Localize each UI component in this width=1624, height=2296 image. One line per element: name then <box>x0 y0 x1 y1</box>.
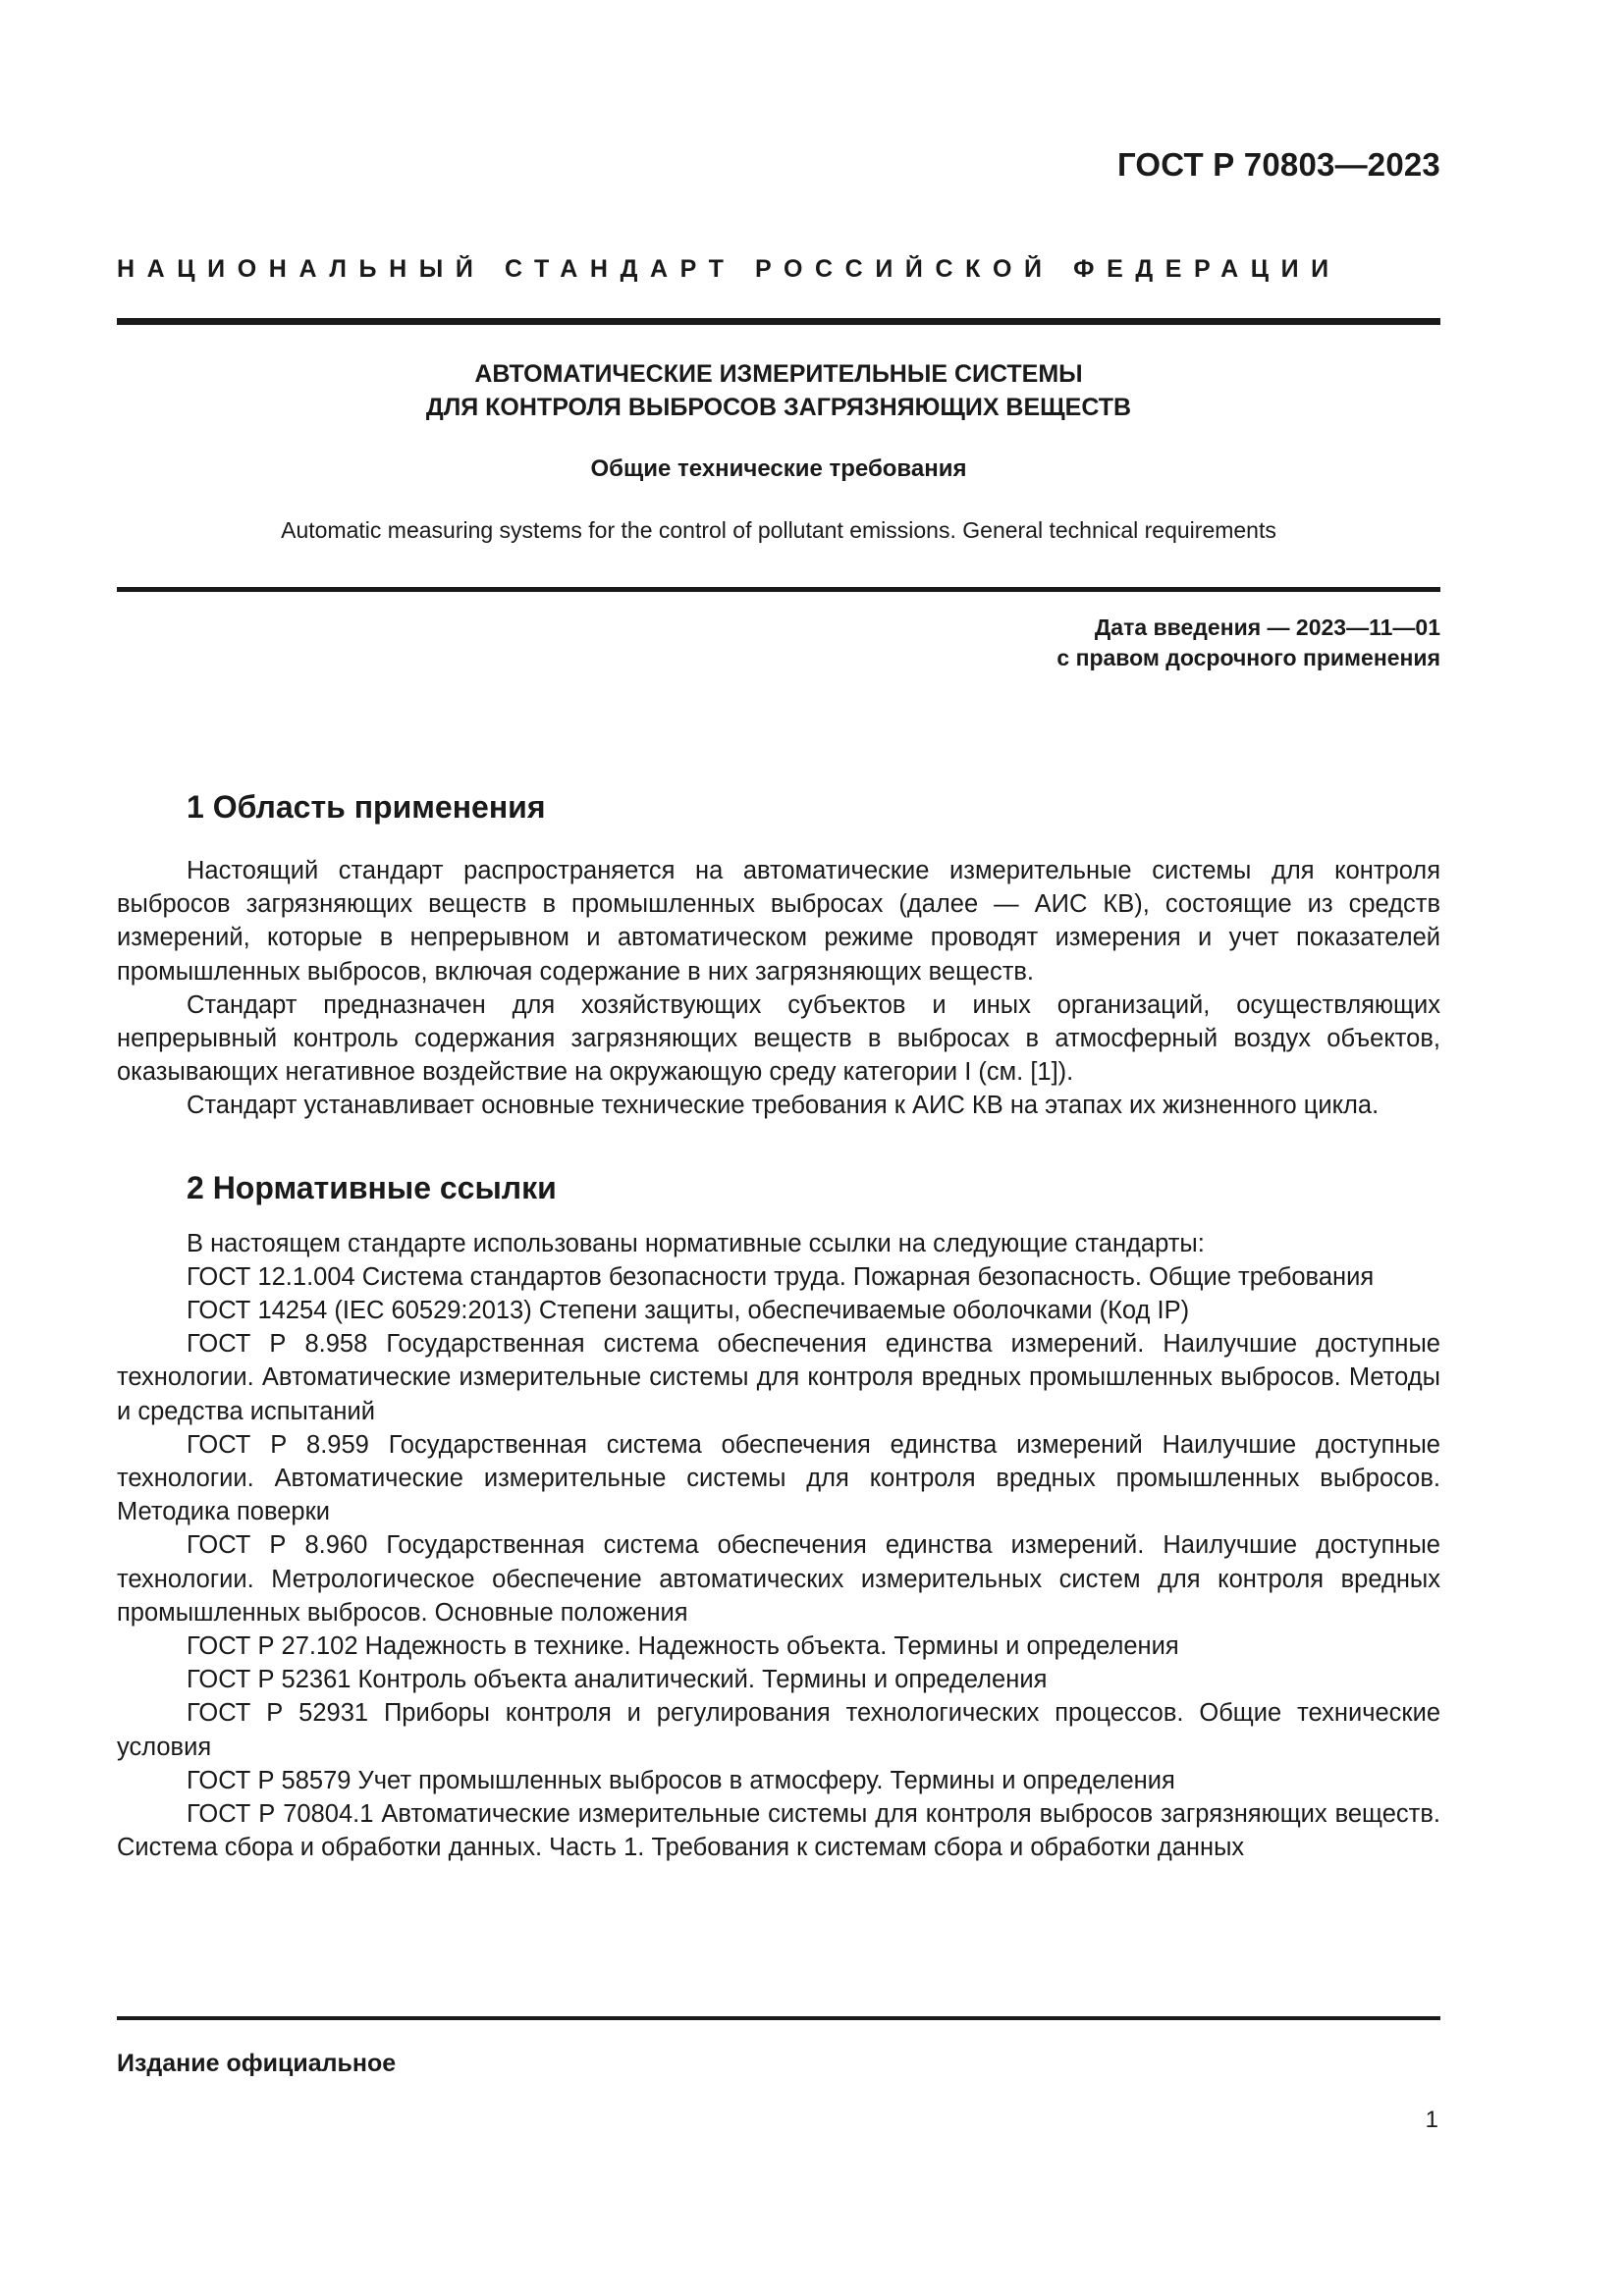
header-rule <box>117 318 1440 325</box>
section-scope <box>117 785 1440 1123</box>
reference-item: ГОСТ Р 27.102 Надежность в технике. Надежность объекта. Термины и определения <box>187 1632 1179 1661</box>
reference-item: ГОСТ Р 52931 Приборы контроля и регулирования технологических процессов. Общие технические условия <box>117 1699 1440 1761</box>
footer-rule <box>117 2016 1440 2020</box>
title-rule <box>117 587 1440 592</box>
page-number: 1 <box>1425 2107 1438 2133</box>
reference-item: ГОСТ 14254 (IEC 60529:2013) Степени защиты, обеспечиваемые оболочками (Код IP) <box>187 1297 1190 1325</box>
section-heading: 1 Область применения <box>187 789 546 825</box>
introduction-date-line-1: Дата введения — 2023—11—01 <box>1094 614 1440 640</box>
reference-item: ГОСТ Р 52361 Контроль объекта аналитический. Термины и определения <box>187 1666 1048 1694</box>
document-title <box>117 357 1440 424</box>
reference-item: ГОСТ Р 8.958 Государственная система обеспечения единства измерений. Наилучшие доступные технологии. Автоматические измерительные системы для контроля вредных промышленных выбросов. Методы и средства испытаний <box>117 1330 1440 1425</box>
paragraph: Стандарт предназначен для хозяйствующих субъектов и иных организаций, осуществляющих непрерывный контроль содержания загрязняющих веществ в выбросах в атмосферный воздух объектов, оказывающих негативное воздействие на окружающую среду категории I (см. [1]). <box>117 990 1440 1087</box>
reference-item: ГОСТ 12.1.004 Система стандартов безопасности труда. Пожарная безопасность. Общие требования <box>187 1262 1375 1291</box>
document-title-line-2: ДЛЯ КОНТРОЛЯ ВЫБРОСОВ ЗАГРЯЗНЯЮЩИХ ВЕЩЕСТВ <box>425 394 1132 421</box>
reference-item: ГОСТ Р 58579 Учет промышленных выбросов в атмосферу. Термины и определения <box>187 1766 1175 1794</box>
section-heading: 2 Нормативные ссылки <box>187 1169 557 1205</box>
document-title-line-1: АВТОМАТИЧЕСКИЕ ИЗМЕРИТЕЛЬНЫЕ СИСТЕМЫ <box>474 360 1083 388</box>
paragraph: Стандарт устанавливает основные технические требования к АИС КВ на этапах их жизненного цикла. <box>187 1092 1380 1120</box>
paragraph: В настоящем стандарте использованы нормативные ссылки на следующие стандарты: <box>187 1229 1205 1257</box>
document-english-title: Automatic measuring systems for the control of pollutant emissions. General technical requirements <box>281 517 1276 543</box>
edition-label: Издание официальное <box>117 2050 397 2077</box>
introduction-date <box>1056 613 1440 673</box>
introduction-date-line-2: с правом досрочного применения <box>1056 645 1440 670</box>
document-body <box>117 785 1440 1864</box>
reference-item: ГОСТ Р 8.960 Государственная система обеспечения единства измерений. Наилучшие доступные технологии. Метрологическое обеспечение автоматических измерительных систем для контроля вредных промышленных выбросов. Основные положения <box>117 1531 1440 1627</box>
paragraph: Настоящий стандарт распространяется на автоматические измерительные системы для контроля выбросов загрязняющих веществ в промышленных выбросах (далее — АИС КВ), состоящие из средств измерений, которые в непрерывном и автоматическом режиме проводят измерения и учет показателей промышленных выбросов, включая содержание в них загрязняющих веществ. <box>117 857 1440 986</box>
gost-number: ГОСТ Р 70803—2023 <box>1116 146 1440 183</box>
reference-item: ГОСТ Р 8.959 Государственная система обеспечения единства измерений Наилучшие доступные технологии. Автоматические измерительные системы для контроля вредных промышленных выбросов. Методика поверки <box>117 1430 1440 1526</box>
reference-item: ГОСТ Р 70804.1 Автоматические измерительные системы для контроля выбросов загрязняющих веществ. Система сбора и обработки данных. Часть 1. Требования к системам сбора и обработки данных <box>117 1800 1440 1862</box>
section-normative-references <box>117 1166 1440 1865</box>
document-subtitle: Общие технические требования <box>590 455 967 482</box>
national-standard-title: НАЦИОНАЛЬНЫЙ СТАНДАРТ РОССИЙСКОЙ ФЕДЕРАЦИИ <box>117 255 1341 283</box>
